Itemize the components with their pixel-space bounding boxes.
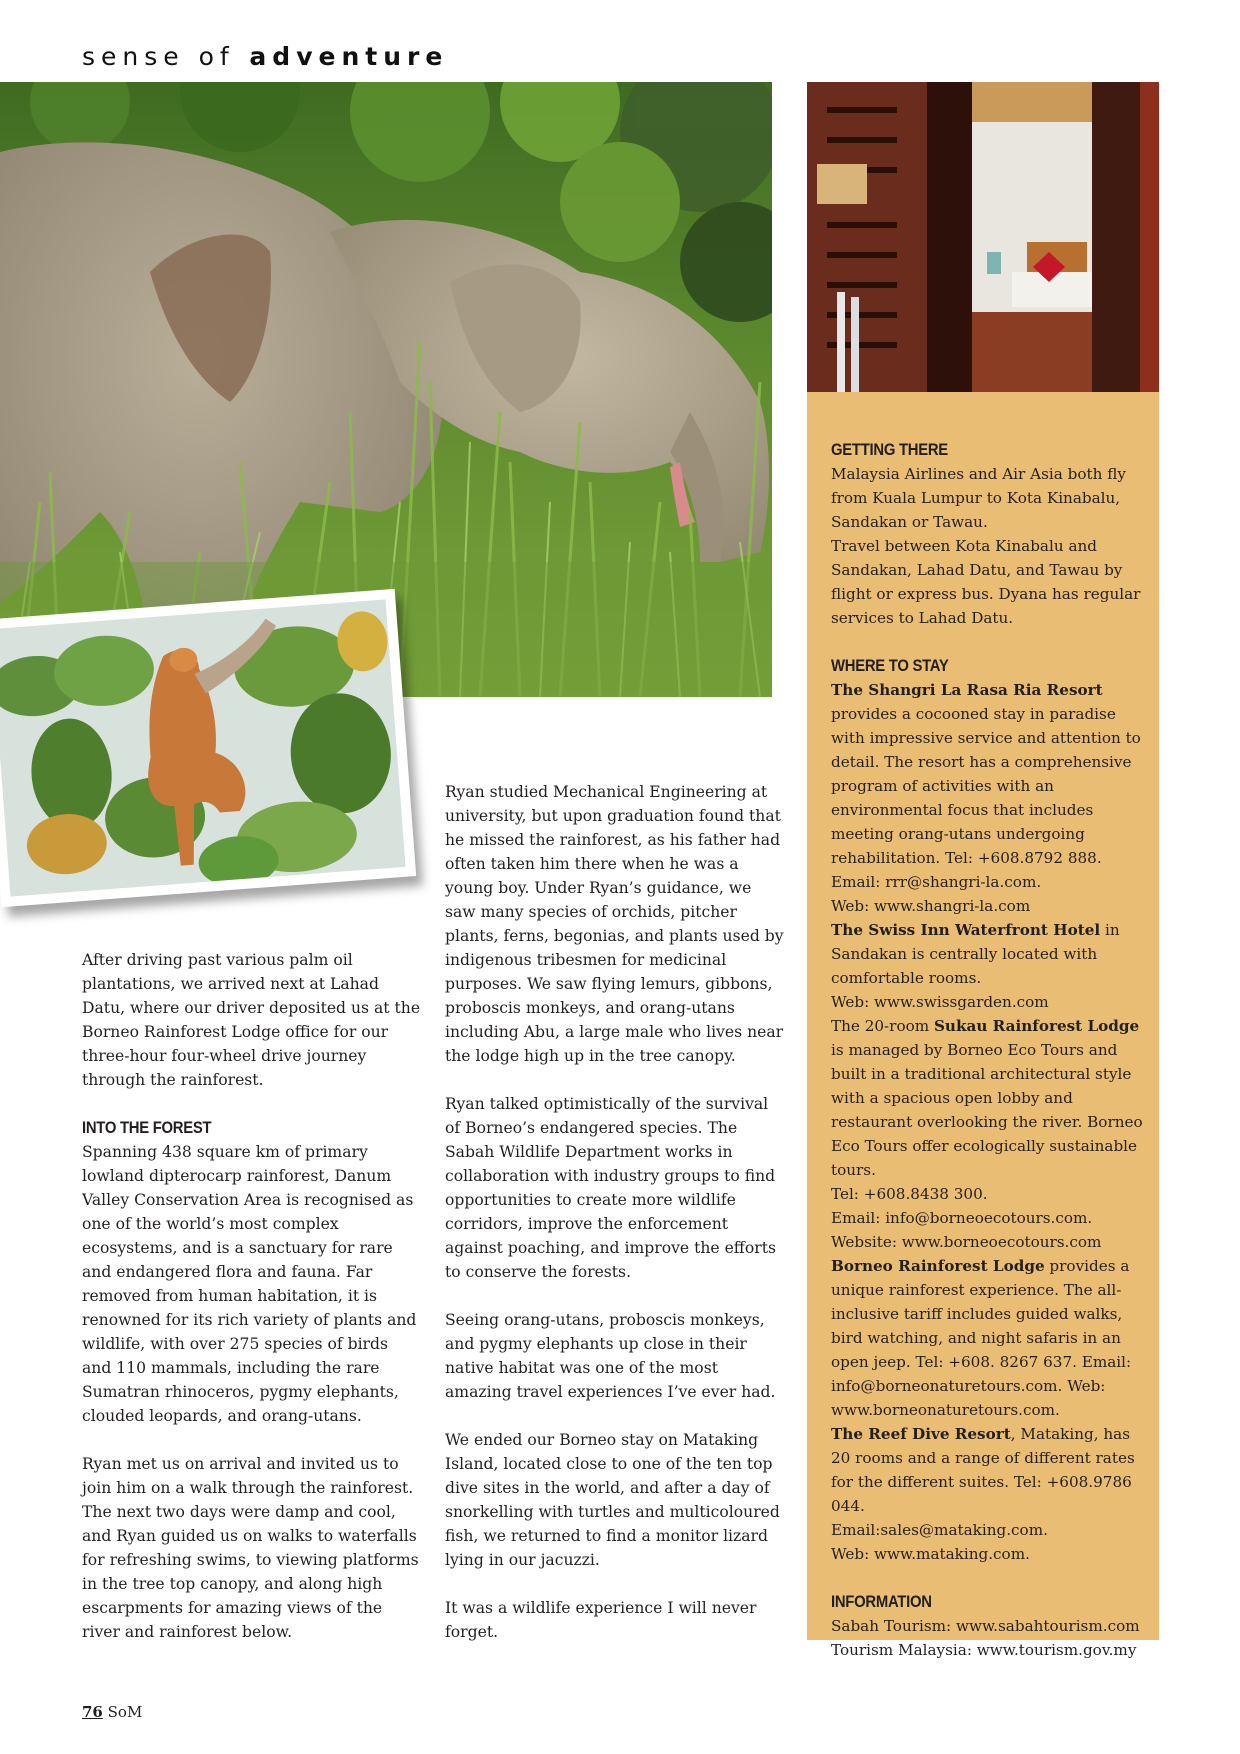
- text: The 20-room: [831, 1017, 934, 1035]
- page-footer: [82, 1703, 142, 1721]
- section-title-light: sense of: [82, 42, 235, 71]
- sidebar-paragraph: Travel between Kota Kinabalu and Sandakan, Lahad Datu, and Tawau by flight or express bus. Dyana has regular services to Lahad Datu.: [831, 537, 1141, 627]
- hotel-description: provides a cocooned stay in paradise with impressive service and attention to detail. The resort has a comprehensive program of activities with an environmental focus that includes meeting orang-utans undergoing rehabilitation. Tel: +608.8792 888.: [831, 705, 1141, 867]
- listing-sukau: [831, 1014, 1151, 1182]
- listing-borneo-rainforest-lodge: [831, 1254, 1151, 1422]
- web-link[interactable]: Web: www.shangri-la.com: [831, 897, 1031, 915]
- body-paragraph: Ryan met us on arrival and invited us to join him on a walk through the rainforest. The next two days were damp and cool, and Ryan guided us on walks to waterfalls for refreshing swims, to viewing platforms in the tree top canopy, and along high escarpments for amazing views of the river and rainforest below.: [82, 1455, 419, 1641]
- page-number: 76: [82, 1703, 103, 1721]
- subheading-getting-there: GETTING THERE: [831, 441, 948, 459]
- sidebar-paragraph: Malaysia Airlines and Air Asia both fly from Kuala Lumpur to Kota Kinabalu, Sandakan or Tawau.: [831, 465, 1126, 531]
- subheading-where-to-stay: WHERE TO STAY: [831, 657, 949, 675]
- hotel-name: Borneo Rainforest Lodge: [831, 1257, 1045, 1275]
- web-link[interactable]: Website: www.borneoecotours.com: [831, 1233, 1102, 1251]
- hotel-description: provides a unique rainforest experience. The all-inclusive tariff includes guided walks, bird watching, and night safaris in an open jeep. Tel: +608. 8267 637. Email: info@borneonaturetours.com. Web: www.borneonaturetours.com.: [831, 1257, 1132, 1419]
- article-column-1: [82, 948, 422, 1668]
- body-paragraph: Seeing orang-utans, proboscis monkeys, and pygmy elephants up close in their native habitat was one of the most amazing travel experiences I’ve ever had.: [445, 1311, 776, 1401]
- listing-shangri-la: [831, 678, 1151, 870]
- hotel-description: is managed by Borneo Eco Tours and built in a traditional architectural style with a spacious open lobby and restaurant overlooking the river. Borneo Eco Tours offer ecologically sustainable tours.: [831, 1041, 1143, 1179]
- proboscis-monkey-polaroid: [0, 589, 416, 907]
- web-link[interactable]: Tourism Malaysia: www.tourism.gov.my: [831, 1641, 1137, 1659]
- email-link[interactable]: Email: rrr@shangri-la.com.: [831, 873, 1042, 891]
- hotel-description: in Sandakan is centrally located with comfortable rooms.: [831, 921, 1120, 987]
- lodge-room-photo: [807, 82, 1159, 392]
- listing-reef-dive-resort: [831, 1422, 1151, 1518]
- hotel-name: The Shangri La Rasa Ria Resort: [831, 681, 1103, 699]
- article-column-2: [445, 780, 785, 1668]
- body-paragraph: Ryan studied Mechanical Engineering at university, but upon graduation found that he missed the rainforest, as his father had often taken him there when he was a young boy. Under Ryan’s guidance, we saw many species of orchids, pitcher plants, ferns, begonias, and plants used by indigenous tribesmen for medicinal purposes. We saw flying lemurs, gibbons, proboscis monkeys, and orang-utans including Abu, a large male who lives near the lodge high up in the tree canopy.: [445, 783, 784, 1065]
- hotel-name: Sukau Rainforest Lodge: [933, 1017, 1140, 1035]
- subheading-into-the-forest: INTO THE FOREST: [82, 1119, 212, 1137]
- email-link[interactable]: Email:sales@mataking.com.: [831, 1521, 1048, 1539]
- hotel-description: , Mataking, has 20 rooms and a range of different rates for the different suites. Tel: +608.9786 044.: [831, 1425, 1135, 1515]
- body-paragraph: We ended our Borneo stay on Mataking Island, located close to one of the ten top dive sites in the world, and after a day of snorkelling with turtles and multicoloured fish, we returned to find a monitor lizard lying in our jacuzzi.: [445, 1431, 780, 1569]
- subheading-information: INFORMATION: [831, 1593, 932, 1611]
- body-paragraph: Spanning 438 square km of primary lowland dipterocarp rainforest, Danum Valley Conservation Area is recognised as one of the world’s most complex ecosystems, and is a sanctuary for rare and endangered flora and fauna. Far removed from human habitation, it is renowned for its rich variety of plants and wildlife, with over 275 species of birds and 110 mammals, including the rare Sumatran rhinoceros, pygmy elephants, clouded leopards, and orang-utans.: [82, 1143, 417, 1425]
- web-link[interactable]: Web: www.swissgarden.com: [831, 993, 1049, 1011]
- section-title-bold: adventure: [249, 42, 449, 71]
- proboscis-monkey-photo: [0, 600, 405, 897]
- section-title: [82, 42, 448, 71]
- email-link[interactable]: Email: info@borneoecotours.com.: [831, 1209, 1093, 1227]
- publication-name: SoM: [107, 1703, 143, 1721]
- web-link[interactable]: Sabah Tourism: www.sabahtourism.com: [831, 1617, 1140, 1635]
- listing-swiss-inn: [831, 918, 1151, 990]
- hotel-name: The Reef Dive Resort: [831, 1425, 1011, 1443]
- body-paragraph: It was a wildlife experience I will never forget.: [445, 1599, 757, 1641]
- web-link[interactable]: Web: www.mataking.com.: [831, 1545, 1030, 1563]
- body-paragraph: After driving past various palm oil plantations, we arrived next at Lahad Datu, where our driver deposited us at the Borneo Rainforest Lodge office for our three-hour four-wheel drive journey through the rainforest.: [82, 951, 421, 1089]
- body-paragraph: Ryan talked optimistically of the survival of Borneo’s endangered species. The Sabah Wildlife Department works in collaboration with industry groups to find opportunities to create more wildlife corridors, improve the enforcement against poaching, and improve the efforts to conserve the forests.: [445, 1095, 776, 1281]
- phone-number: Tel: +608.8438 300.: [831, 1185, 988, 1203]
- travel-info-sidebar: [807, 392, 1159, 1659]
- hotel-name: The Swiss Inn Waterfront Hotel: [831, 921, 1101, 939]
